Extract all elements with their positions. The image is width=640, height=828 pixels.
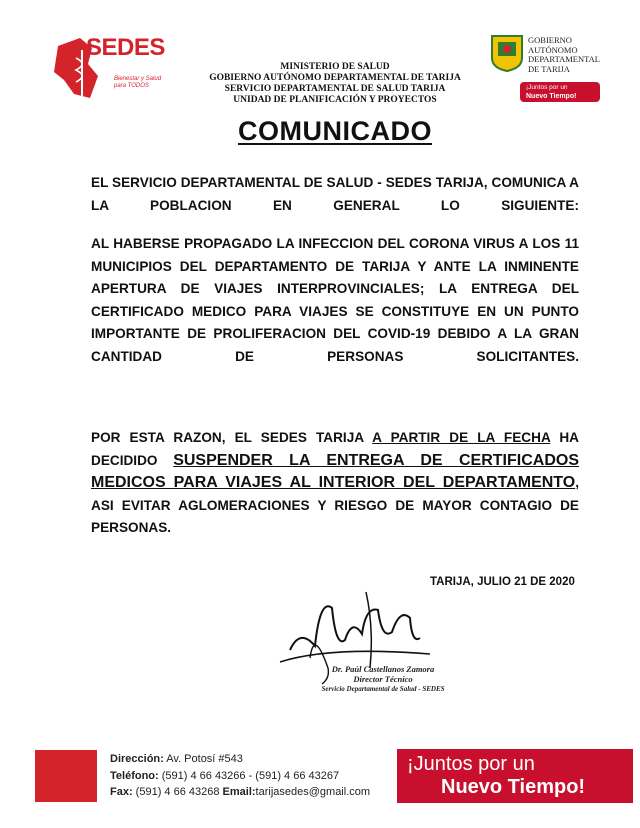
- footer-phone: Teléfono: (591) 4 66 43266 - (591) 4 66 43267: [110, 769, 340, 782]
- signatory-role: Director Técnico: [353, 674, 413, 684]
- sedes-logo-word: SEDES: [86, 34, 165, 61]
- footer-contact-info: [110, 751, 370, 801]
- gobierno-tarija-logo: [490, 34, 602, 104]
- signature-stamp-text: [308, 664, 458, 694]
- page-title: COMUNICADO: [238, 116, 432, 146]
- footer-fax-email: Fax: (591) 4 66 43268 Email:tarijasedes@gmail.com: [110, 786, 371, 798]
- ministry-line: SERVICIO DEPARTAMENTAL DE SALUD TARIJA: [224, 84, 446, 94]
- paragraph-context: AL HABERSE PROPAGADO LA INFECCION DEL CORONA VIRUS A LOS 11 MUNICIPIOS DEL DEPARTAMENTO DE TARIJA Y ANTE LA INMINENTE APERTURA DE VIAJES INTERPROVINCIALES; LA ENTREGA DEL CERTIFICADO MEDICO PARA VIAJES SE CONSTITUYE EN UN PUNTO IMPORTANTE DE PROLIFERACION DEL COVID-19 DEBIDO A LA GRAN CANTIDAD DE PERSONAS SOLICITANTES.: [91, 236, 579, 364]
- signature-stamp: [270, 588, 460, 706]
- suspension-highlight: SUSPENDER LA ENTREGA DE CERTIFICADOS MEDICOS PARA VIAJES AL INTERIOR DEL DEPARTAMENTO: [91, 451, 579, 491]
- signatory-name: Dr. Paúl Castellanos Zamora: [331, 664, 435, 674]
- paragraph-decision: POR ESTA RAZON, EL SEDES TARIJA A PARTIR DE LA FECHA HA DECIDIDO SUSPENDER LA ENTREGA DE CERTIFICADOS MEDICOS PARA VIAJES AL INTERIOR DEL DEPARTAMENTO, ASI EVITAR AGLOMERACIONES Y RIESGO DE MAYOR CONTAGIO DE PERSONAS.: [91, 430, 579, 535]
- document-date: TARIJA, JULIO 21 DE 2020: [430, 576, 575, 588]
- paragraph-intro: EL SERVICIO DEPARTAMENTAL DE SALUD - SEDES TARIJA, COMUNICA A LA POBLACION EN GENERAL LO SIGUIENTE:: [91, 175, 579, 213]
- footer-red-block: [35, 750, 97, 802]
- gobierno-slogan-badge: ¡Juntos por un Nuevo Tiempo!: [520, 82, 600, 102]
- ministry-line: MINISTERIO DE SALUD: [280, 62, 390, 72]
- ministry-header: [170, 62, 500, 106]
- footer-slogan-banner: [397, 749, 633, 803]
- gobierno-seal-icon: [490, 34, 524, 72]
- sedes-logo: [52, 30, 170, 108]
- footer-slogan-line-1: ¡Juntos por un: [407, 753, 535, 775]
- footer-address: Dirección: Av. Potosí #543: [110, 753, 243, 765]
- signatory-institution: Servicio Departamental de Salud - SEDES: [321, 685, 445, 693]
- footer-slogan-line-2: Nuevo Tiempo!: [441, 776, 586, 798]
- effective-date-highlight: A PARTIR DE LA FECHA: [372, 430, 551, 445]
- ministry-line: GOBIERNO AUTÓNOMO DEPARTAMENTAL DE TARIJA: [209, 73, 461, 83]
- gobierno-logo-text: GOBIERNO AUTÓNOMO DEPARTAMENTAL DE TARIJA: [528, 35, 600, 74]
- ministry-line: UNIDAD DE PLANIFICACIÓN Y PROYECTOS: [233, 95, 437, 105]
- sedes-logo-tagline: Bienestar y Salud para TODOS: [114, 76, 162, 89]
